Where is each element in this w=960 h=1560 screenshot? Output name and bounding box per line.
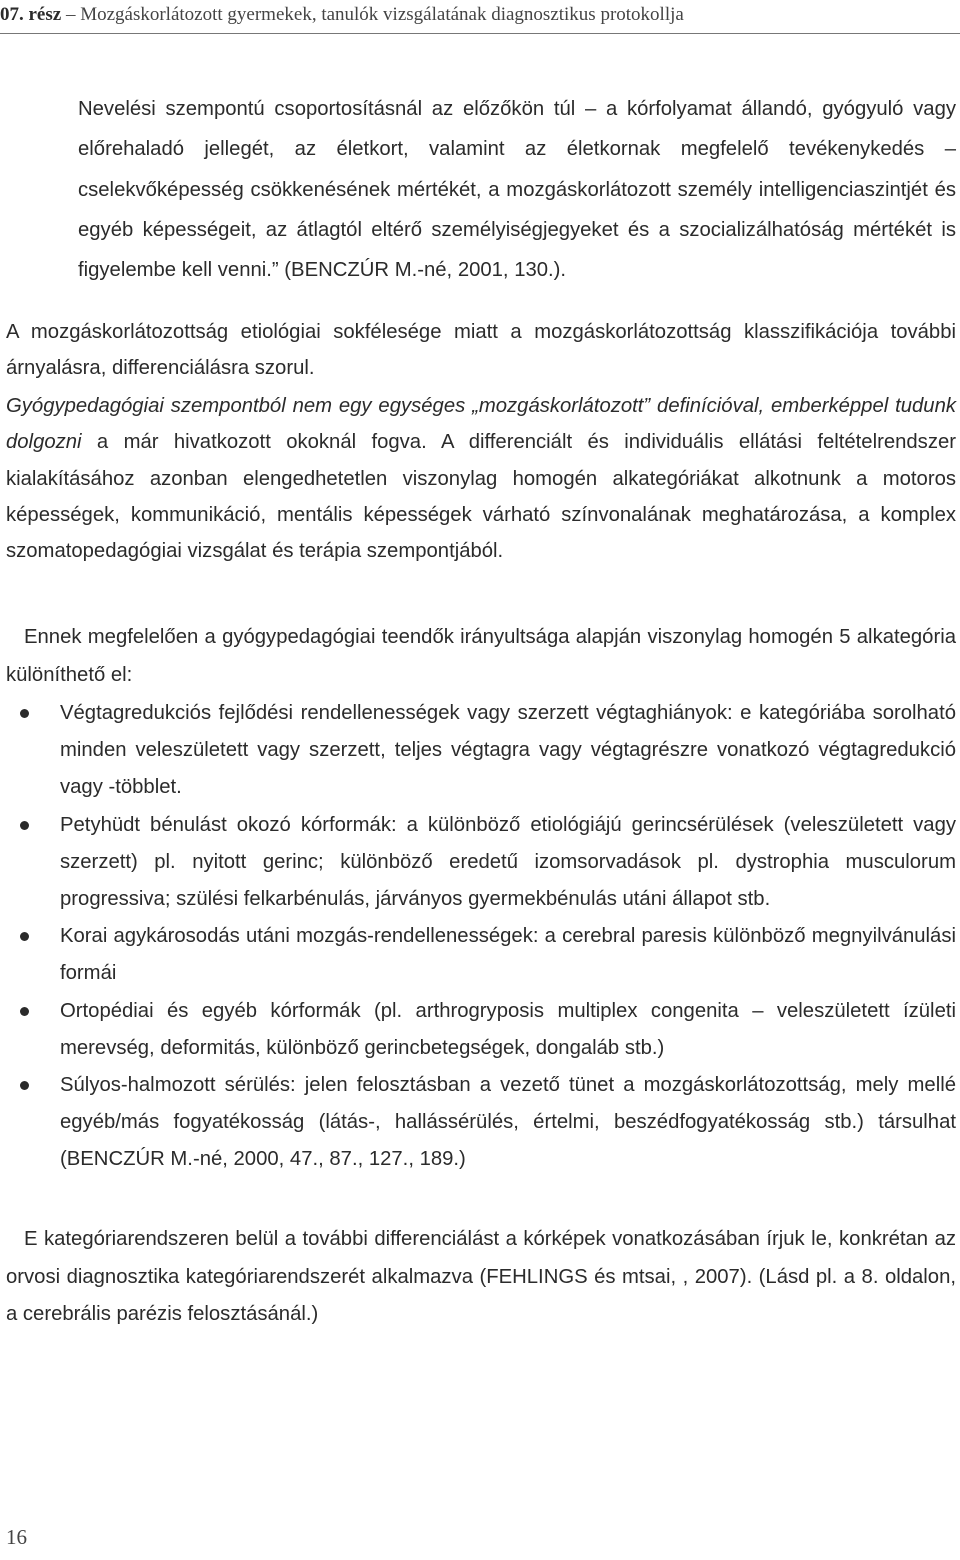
bullet-icon: [20, 932, 29, 941]
list-item-text: Petyhüdt bénulást okozó kórformák: a különböző etiológiájú gerincsérülések (veleszületett vagy szerzett) pl. nyitott gerinc; különböző eredetű izomsorvadások pl. dystrophia musculorum progressiva; szülési felkarbénulás, járványos gyermekbénulás utáni állapot stb.: [60, 813, 956, 911]
list-item: [0, 695, 956, 807]
header-rule: [0, 33, 960, 34]
list-item-text: Ortopédiai és egyéb kórformák (pl. arthrogryposis multiplex congenita – veleszületett ízületi merevség, deformitás, különböző gerincbetegségek, dongaláb stb.): [60, 999, 956, 1059]
running-header: [0, 0, 960, 28]
list-item: [0, 807, 956, 919]
header-title: Mozgáskorlátozott gyermekek, tanulók vizsgálatának diagnosztikus protokollja: [80, 4, 684, 25]
bullet-icon: [20, 821, 29, 830]
list-item-text: Végtagredukciós fejlődési rendellenességek vagy szerzett végtaghiányok: e kategóriába sorolható minden veleszületett vagy szerzett, teljes végtagra vagy végtagrészre vonatkozó végtagredukció vagy -többlet.: [60, 702, 956, 799]
subcategory-list: [0, 695, 956, 1179]
page-number: 16: [6, 1525, 27, 1549]
header-part-label: 07. rész: [0, 4, 62, 25]
paragraph-etiology: A mozgáskorlátozottság etiológiai sokfélesége miatt a mozgáskorlátozottság klasszifikációja további árnyalásra, differenciálásra szorul.: [6, 321, 956, 380]
list-item-text: Korai agykárosodás utáni mozgás-rendellenességek: a cerebral paresis különböző megnyilvánulási formái: [60, 925, 956, 985]
list-item: [0, 1067, 956, 1179]
quote-paragraph: Nevelési szempontú csoportosításnál az előzőkön túl – a kórfolyamat állandó, gyógyuló vagy előrehaladó jellegét, az életkort, valamint az életkornak megfelelő tevékenykedés – cselekvőképesség csökkenésének mértékét, a mozgáskorlátozott személy intelligenciaszintjét és egyéb képességeit, az átlagtól eltérő személyiségjegyeket és a szocializálhatóság mértékét is figyelembe kell venni.” (BENCZÚR M.-né, 2001, 130.).: [78, 98, 956, 282]
bullet-icon: [20, 1081, 29, 1090]
list-item-text: Súlyos-halmozott sérülés: jelen felosztásban a vezető tünet a mozgáskorlátozottság, mely mellé egyéb/más fogyatékosság (látás-, hallássérülés, értelmi, beszédfogyatékosság stb.) társulhat (BENCZÚR M.-né, 2000, 47., 87., 127., 189.): [60, 1074, 956, 1171]
header-dash: –: [61, 4, 81, 25]
paragraph-rest: a már hivatkozott okoknál fogva. A differenciált és individuális ellátási feltételrendszer kialakításához azonban elengedhetetlen viszonylag homogén alkategóriákat alkotnunk a motoros képességek, kommunikáció, mentális képességek várható színvonalának meghatározása, a komplex szomatopedagógiai vizsgálat és terápia szempontjából.: [6, 431, 956, 563]
paragraph-further-differentiation: E kategóriarendszeren belül a további differenciálást a kórképek vonatkozásában írjuk le, konkrétan az orvosi diagnosztika kategóriarendszerét alkalmazva (FEHLINGS és mtsai, , 2007). (Lásd pl. a 8. oldalon, a cerebrális parézis felosztásánál.): [6, 1228, 956, 1325]
bullet-icon: [20, 1007, 29, 1016]
list-item: [0, 993, 956, 1067]
paragraph-italic-phrase: Gyógypedagógiai szempontból nem egy egységes „mozgáskorlátozott” definícióval, emberképpel tudunk dolgozni: [6, 395, 956, 454]
paragraph-subcategories-intro: Ennek megfelelően a gyógypedagógiai teendők irányultsága alapján viszonylag homogén 5 alkategória különíthető el:: [6, 626, 956, 686]
bullet-icon: [20, 709, 29, 718]
paragraph-special-education: [6, 388, 956, 569]
list-item: [0, 918, 956, 992]
